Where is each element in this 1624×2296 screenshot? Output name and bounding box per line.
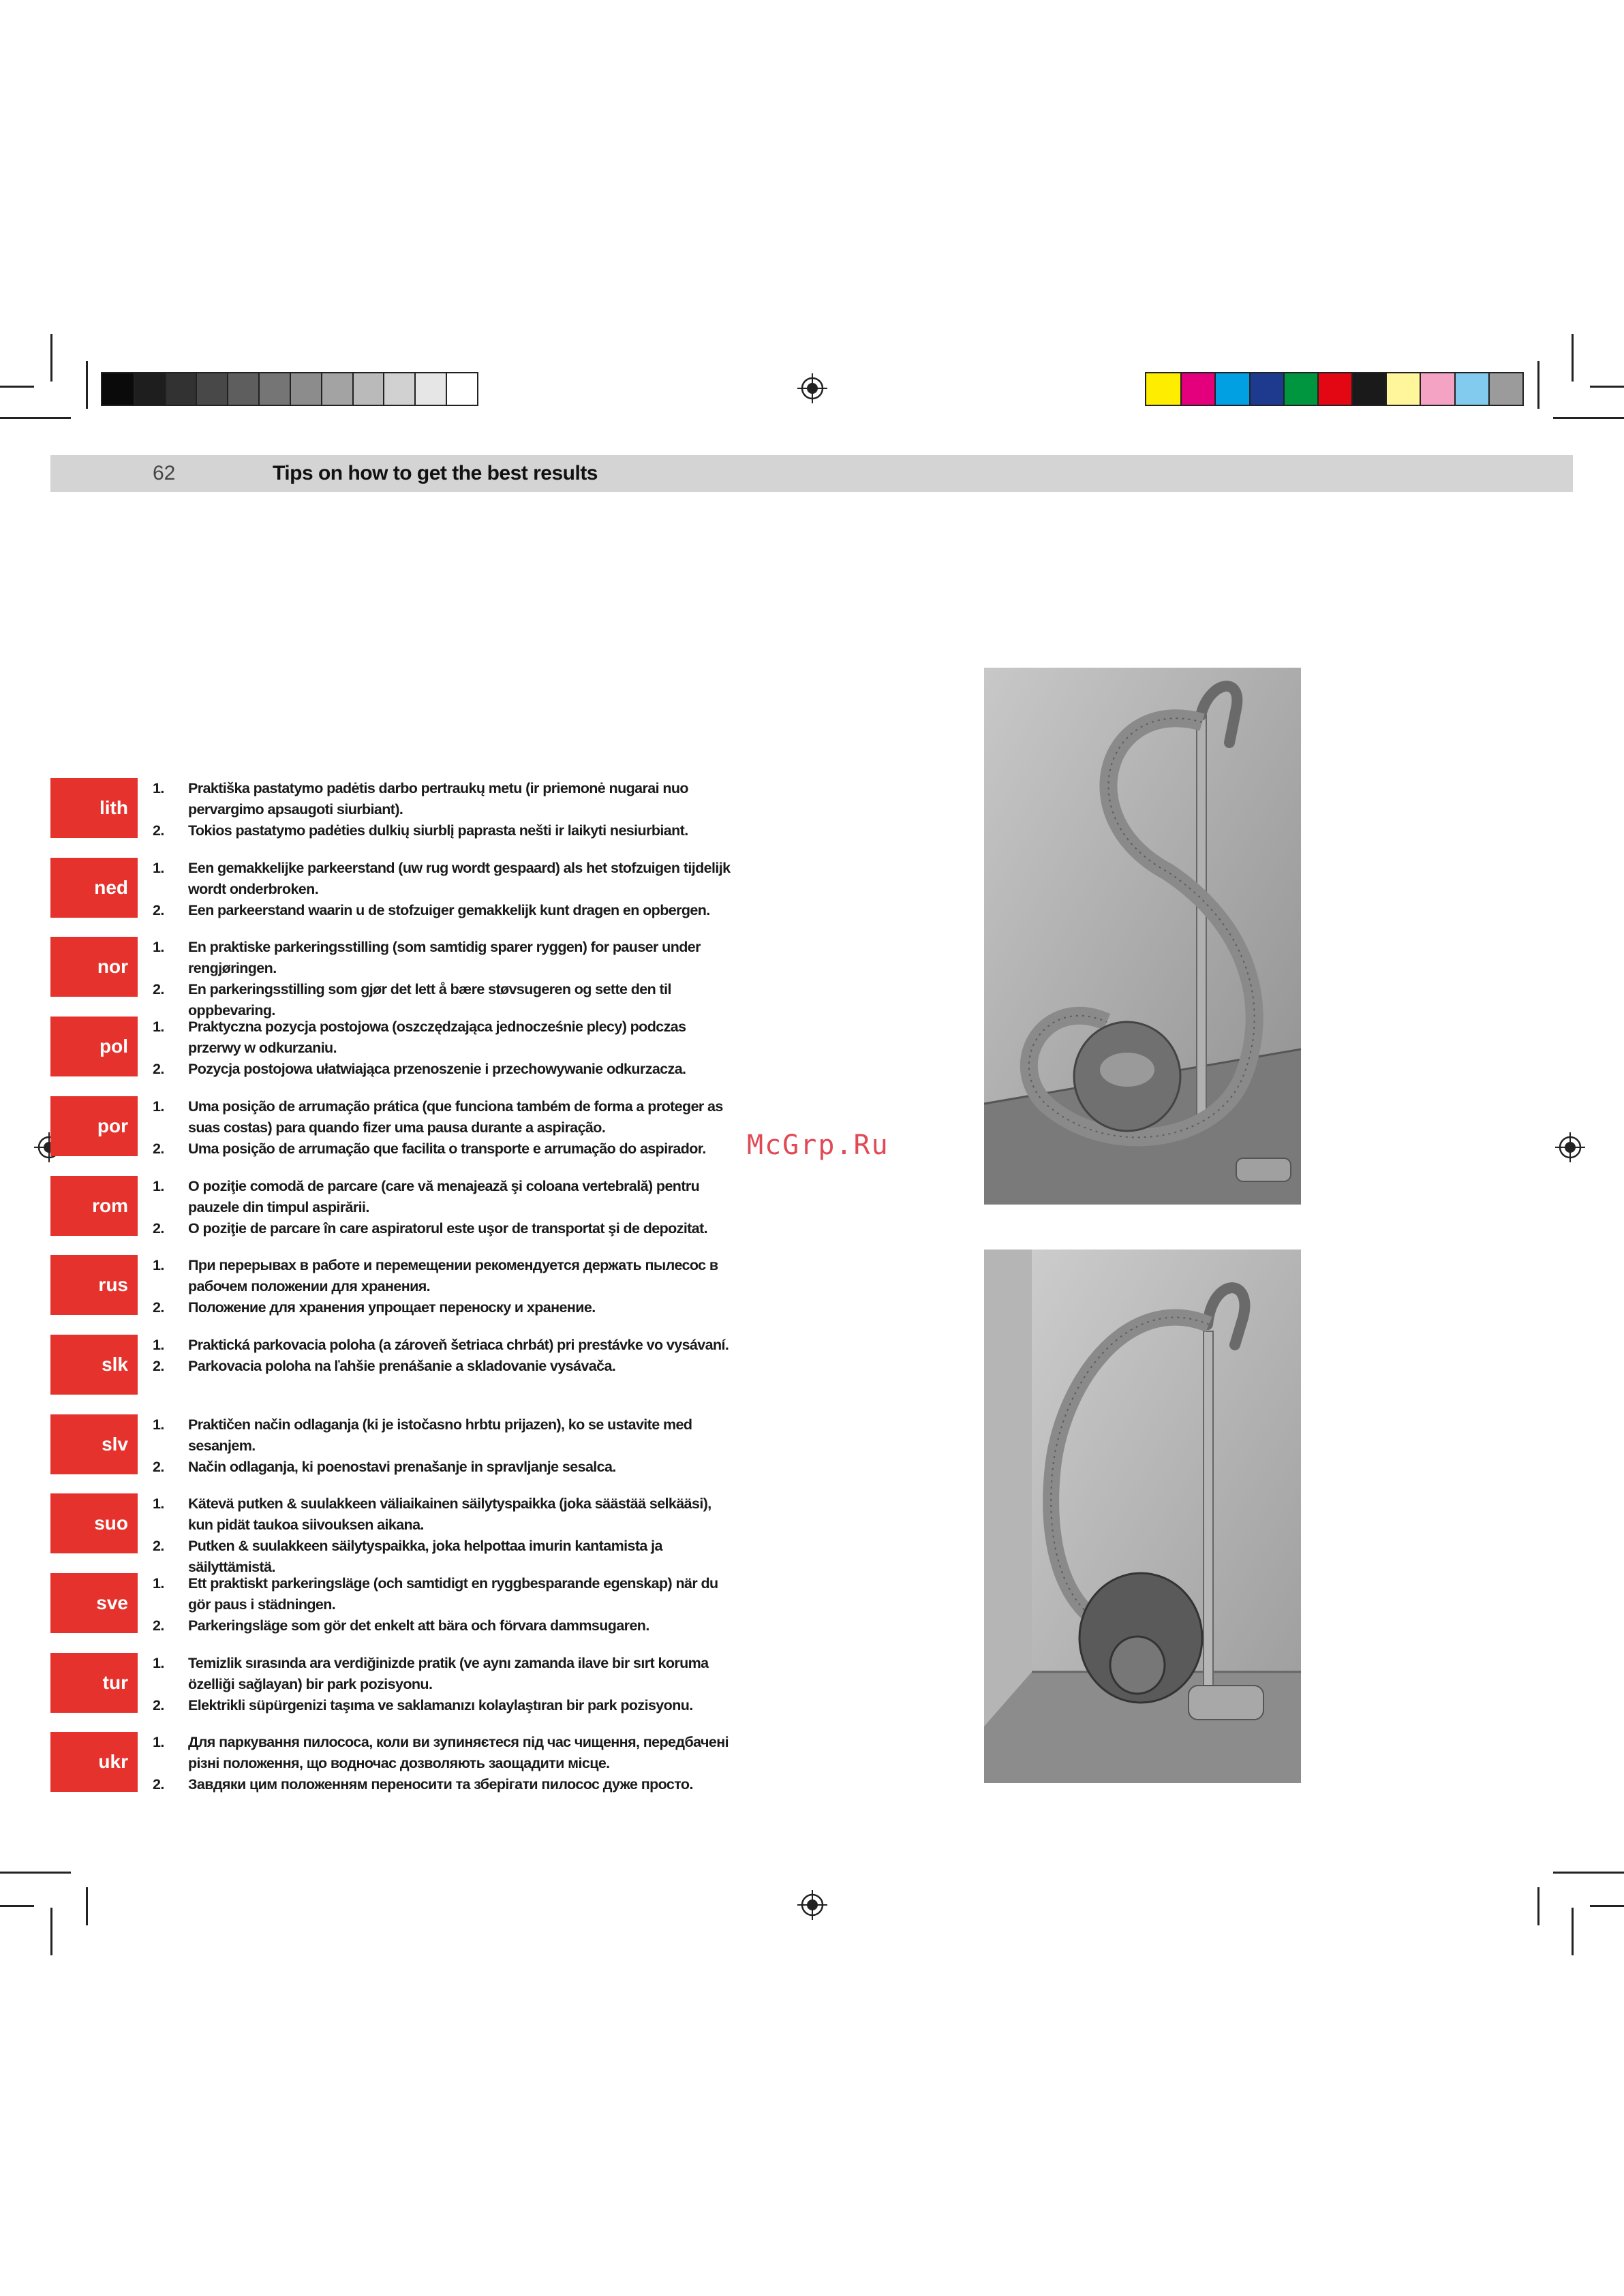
tip-item bbox=[153, 1536, 739, 1578]
tips-list bbox=[153, 1096, 739, 1160]
tips-list bbox=[153, 1493, 739, 1578]
language-section-slk bbox=[50, 1335, 729, 1400]
tip-text: Kätevä putken & suulakkeen väliaikainen säilytyspaikka (joka säästää selkääsi), kun pidät taukoa siivouksen aikana. bbox=[188, 1495, 711, 1533]
tip-number: 2. bbox=[153, 1617, 164, 1634]
tips-list bbox=[153, 1255, 739, 1318]
crop-mark bbox=[86, 361, 88, 409]
color-swatch bbox=[352, 373, 384, 405]
tip-text: Praktyczna pozycja postojowa (oszczędzająca jednocześnie plecy) podczas przerwy w odkurzaniu. bbox=[188, 1019, 686, 1056]
color-swatch bbox=[102, 373, 134, 405]
tip-item bbox=[153, 1096, 739, 1138]
tip-item bbox=[153, 900, 739, 921]
color-swatch bbox=[321, 373, 352, 405]
color-swatch bbox=[1249, 373, 1283, 405]
tip-text: Een gemakkelijke parkeerstand (uw rug wordt gespaard) als het stofzuigen tijdelijk wordt onderbroken. bbox=[188, 860, 731, 897]
color-swatch bbox=[196, 373, 227, 405]
color-swatch bbox=[1146, 373, 1180, 405]
color-swatch bbox=[258, 373, 290, 405]
tip-item bbox=[153, 1457, 739, 1478]
tip-item bbox=[153, 1176, 739, 1218]
tip-number: 1. bbox=[153, 1098, 164, 1115]
crop-mark bbox=[1553, 417, 1624, 419]
tip-item bbox=[153, 1356, 739, 1377]
tip-item bbox=[153, 1297, 739, 1318]
language-tag: slv bbox=[50, 1414, 138, 1474]
language-tag: rom bbox=[50, 1176, 138, 1236]
tip-number: 1. bbox=[153, 1655, 164, 1671]
tip-number: 2. bbox=[153, 1538, 164, 1554]
tip-item bbox=[153, 1059, 739, 1080]
tip-text: Praktiška pastatymo padėtis darbo pertraukų metu (ir priemonė nugarai nuo pervargimo apsaugoti siurbiant). bbox=[188, 780, 688, 818]
page-number: 62 bbox=[153, 462, 176, 484]
tip-text: Praktická parkovacia poloha (a zároveň šetriaca chrbát) pri prestávke vo vysávaní. bbox=[188, 1337, 729, 1353]
language-section-pol bbox=[50, 1017, 705, 1082]
tip-number: 1. bbox=[153, 1734, 164, 1750]
color-swatch bbox=[1351, 373, 1385, 405]
tips-list bbox=[153, 1573, 739, 1636]
tip-text: При перерывах в работе и перемещении рекомендуется держать пылесос в рабочем положении для хранения. bbox=[188, 1257, 718, 1294]
color-swatch bbox=[165, 373, 196, 405]
tip-text: Uma posição de arrumação que facilita o transporte e arrumação do aspirador. bbox=[188, 1141, 706, 1157]
tip-item bbox=[153, 1138, 739, 1160]
crop-mark bbox=[0, 386, 34, 388]
color-swatch bbox=[1454, 373, 1488, 405]
crop-mark bbox=[50, 334, 52, 382]
language-section-rus bbox=[50, 1255, 718, 1320]
color-swatch bbox=[1283, 373, 1317, 405]
tip-number: 1. bbox=[153, 939, 164, 955]
page-title: Tips on how to get the best results bbox=[273, 462, 598, 484]
tip-item bbox=[153, 1493, 739, 1536]
grayscale-color-bar bbox=[101, 372, 478, 406]
tips-list bbox=[153, 1414, 739, 1478]
language-tag: lith bbox=[50, 778, 138, 838]
tip-number: 1. bbox=[153, 1337, 164, 1353]
tip-item bbox=[153, 820, 739, 841]
color-swatch bbox=[414, 373, 446, 405]
tip-text: En praktiske parkeringsstilling (som samtidig sparer ryggen) for pauser under rengjøringen. bbox=[188, 939, 701, 976]
crop-mark bbox=[1590, 386, 1624, 388]
tips-list bbox=[153, 858, 739, 921]
language-section-por bbox=[50, 1096, 723, 1162]
tips-list bbox=[153, 1335, 739, 1377]
color-swatch bbox=[446, 373, 477, 405]
tip-text: Pozycja postojowa ułatwiająca przenoszenie i przechowywanie odkurzacza. bbox=[188, 1061, 686, 1077]
color-swatch bbox=[1317, 373, 1351, 405]
language-section-suo bbox=[50, 1493, 711, 1575]
color-swatch bbox=[134, 373, 165, 405]
tip-item bbox=[153, 1774, 739, 1795]
tip-number: 2. bbox=[153, 1220, 164, 1237]
tip-text: En parkeringsstilling som gjør det lett å bære støvsugeren og sette den til oppbevaring. bbox=[188, 981, 671, 1019]
tip-item bbox=[153, 1255, 739, 1297]
tip-number: 1. bbox=[153, 1178, 164, 1194]
tips-list bbox=[153, 1176, 739, 1239]
color-swatch bbox=[1385, 373, 1420, 405]
color-swatch bbox=[1420, 373, 1454, 405]
tip-text: O poziţie comodă de parcare (care vă menajează şi coloana vertebrală) pentru pauzele din timpul aspirării. bbox=[188, 1178, 700, 1215]
language-tag: slk bbox=[50, 1335, 138, 1395]
language-tag: suo bbox=[50, 1493, 138, 1553]
color-swatch bbox=[290, 373, 321, 405]
tip-item bbox=[153, 1653, 739, 1695]
tip-number: 2. bbox=[153, 1459, 164, 1475]
color-swatch bbox=[1180, 373, 1214, 405]
crop-mark bbox=[0, 417, 71, 419]
tip-text: Завдяки цим положенням переносити та зберігати пилосос дуже просто. bbox=[188, 1776, 693, 1793]
registration-mark-icon bbox=[797, 373, 827, 403]
tip-text: Parkeringsläge som gör det enkelt att bära och förvara dammsugaren. bbox=[188, 1617, 649, 1634]
tip-number: 2. bbox=[153, 822, 164, 839]
tip-item bbox=[153, 937, 739, 979]
language-section-slv bbox=[50, 1414, 705, 1480]
language-tag: tur bbox=[50, 1653, 138, 1713]
registration-mark-icon bbox=[1555, 1132, 1585, 1162]
color-swatch bbox=[1214, 373, 1248, 405]
tip-number: 1. bbox=[153, 1575, 164, 1592]
crop-mark bbox=[1553, 1872, 1624, 1874]
watermark: McGrp.Ru bbox=[747, 1130, 889, 1161]
tip-text: O poziţie de parcare în care aspiratorul este uşor de transportat şi de depozitat. bbox=[188, 1220, 708, 1237]
tip-number: 2. bbox=[153, 1697, 164, 1713]
color-swatch bbox=[1488, 373, 1522, 405]
language-tag: sve bbox=[50, 1573, 138, 1633]
crop-mark bbox=[1572, 334, 1574, 382]
language-tag: rus bbox=[50, 1255, 138, 1315]
tips-list bbox=[153, 937, 739, 1021]
tip-text: Način odlaganja, ki poenostavi prenašanje in spravljanje sesalca. bbox=[188, 1459, 616, 1475]
tip-number: 1. bbox=[153, 780, 164, 796]
tip-number: 2. bbox=[153, 981, 164, 997]
tip-text: Для паркування пилососа, коли ви зупиняєтеся під час чищення, передбачені різні положення, що водночас дозволяють заощадити місце. bbox=[188, 1734, 729, 1771]
tip-number: 2. bbox=[153, 1141, 164, 1157]
tip-text: Putken & suulakkeen säilytyspaikka, joka helpottaa imurin kantamista ja säilyttämistä. bbox=[188, 1538, 662, 1575]
language-section-rom bbox=[50, 1176, 708, 1241]
tip-number: 1. bbox=[153, 1495, 164, 1512]
tip-item bbox=[153, 858, 739, 900]
tip-item bbox=[153, 1414, 739, 1457]
crop-mark bbox=[1537, 361, 1539, 409]
language-tag: ukr bbox=[50, 1732, 138, 1792]
color-swatch bbox=[383, 373, 414, 405]
tip-text: Elektrikli süpürgenizi taşıma ve saklamanızı kolaylaştıran bir park pozisyonu. bbox=[188, 1697, 693, 1713]
tip-text: Tokios pastatymo padėties dulkių siurblį paprasta nešti ir laikyti nesiurbiant. bbox=[188, 822, 688, 839]
color-swatch bbox=[227, 373, 258, 405]
vacuum-cleaner-parked-illustration bbox=[984, 668, 1301, 1205]
tip-text: Положение для хранения упрощает переноску и хранение. bbox=[188, 1299, 596, 1316]
registration-mark-icon bbox=[797, 1890, 827, 1920]
page-header bbox=[50, 455, 1573, 492]
tip-number: 1. bbox=[153, 1416, 164, 1433]
vacuum-cleaner-storage-illustration bbox=[984, 1250, 1301, 1783]
tip-item bbox=[153, 979, 739, 1021]
tip-number: 1. bbox=[153, 860, 164, 876]
tip-number: 2. bbox=[153, 902, 164, 918]
language-section-sve bbox=[50, 1573, 718, 1639]
tip-text: Parkovacia poloha na ľahšie prenášanie a skladovanie vysávača. bbox=[188, 1358, 616, 1374]
language-tag: pol bbox=[50, 1017, 138, 1076]
language-section-ned bbox=[50, 858, 731, 923]
crop-mark bbox=[0, 1872, 71, 1874]
language-section-ukr bbox=[50, 1732, 729, 1797]
tip-number: 2. bbox=[153, 1061, 164, 1077]
language-section-nor bbox=[50, 937, 705, 1019]
tips-list bbox=[153, 1017, 739, 1080]
crop-mark bbox=[50, 1908, 52, 1955]
language-tag: por bbox=[50, 1096, 138, 1156]
language-tag: nor bbox=[50, 937, 138, 997]
tip-text: Een parkeerstand waarin u de stofzuiger gemakkelijk kunt dragen en opbergen. bbox=[188, 902, 710, 918]
tip-number: 2. bbox=[153, 1776, 164, 1793]
tip-number: 1. bbox=[153, 1019, 164, 1035]
crop-mark bbox=[0, 1905, 34, 1907]
language-tag: ned bbox=[50, 858, 138, 918]
crop-mark bbox=[1572, 1908, 1574, 1955]
language-section-lith bbox=[50, 778, 705, 843]
tips-list bbox=[153, 1732, 739, 1795]
tip-item bbox=[153, 778, 739, 820]
tip-text: Temizlik sırasında ara verdiğinizde pratik (ve aynı zamanda ilave bir sırt koruma özelliği sağlayan) bir park pozisyonu. bbox=[188, 1655, 709, 1692]
tip-item bbox=[153, 1218, 739, 1239]
tips-list bbox=[153, 778, 739, 841]
tip-item bbox=[153, 1017, 739, 1059]
tip-text: Uma posição de arrumação prática (que funciona também de forma a proteger as suas costas) para quando fizer uma pausa durante a aspiração. bbox=[188, 1098, 723, 1136]
tip-item bbox=[153, 1335, 739, 1356]
tip-item bbox=[153, 1695, 739, 1716]
tip-item bbox=[153, 1615, 739, 1636]
crop-mark bbox=[86, 1887, 88, 1925]
crop-mark bbox=[1590, 1905, 1624, 1907]
tip-item bbox=[153, 1732, 739, 1774]
language-section-tur bbox=[50, 1653, 709, 1718]
tips-list bbox=[153, 1653, 739, 1716]
process-color-bar bbox=[1145, 372, 1524, 406]
tip-text: Ett praktiskt parkeringsläge (och samtidigt en ryggbesparande egenskap) när du gör paus i städningen. bbox=[188, 1575, 718, 1613]
crop-mark bbox=[1537, 1887, 1539, 1925]
tip-number: 1. bbox=[153, 1257, 164, 1273]
tip-item bbox=[153, 1573, 739, 1615]
tip-number: 2. bbox=[153, 1358, 164, 1374]
tip-number: 2. bbox=[153, 1299, 164, 1316]
tip-text: Praktičen način odlaganja (ki je istočasno hrbtu prijazen), ko se ustavite med sesanjem. bbox=[188, 1416, 692, 1454]
